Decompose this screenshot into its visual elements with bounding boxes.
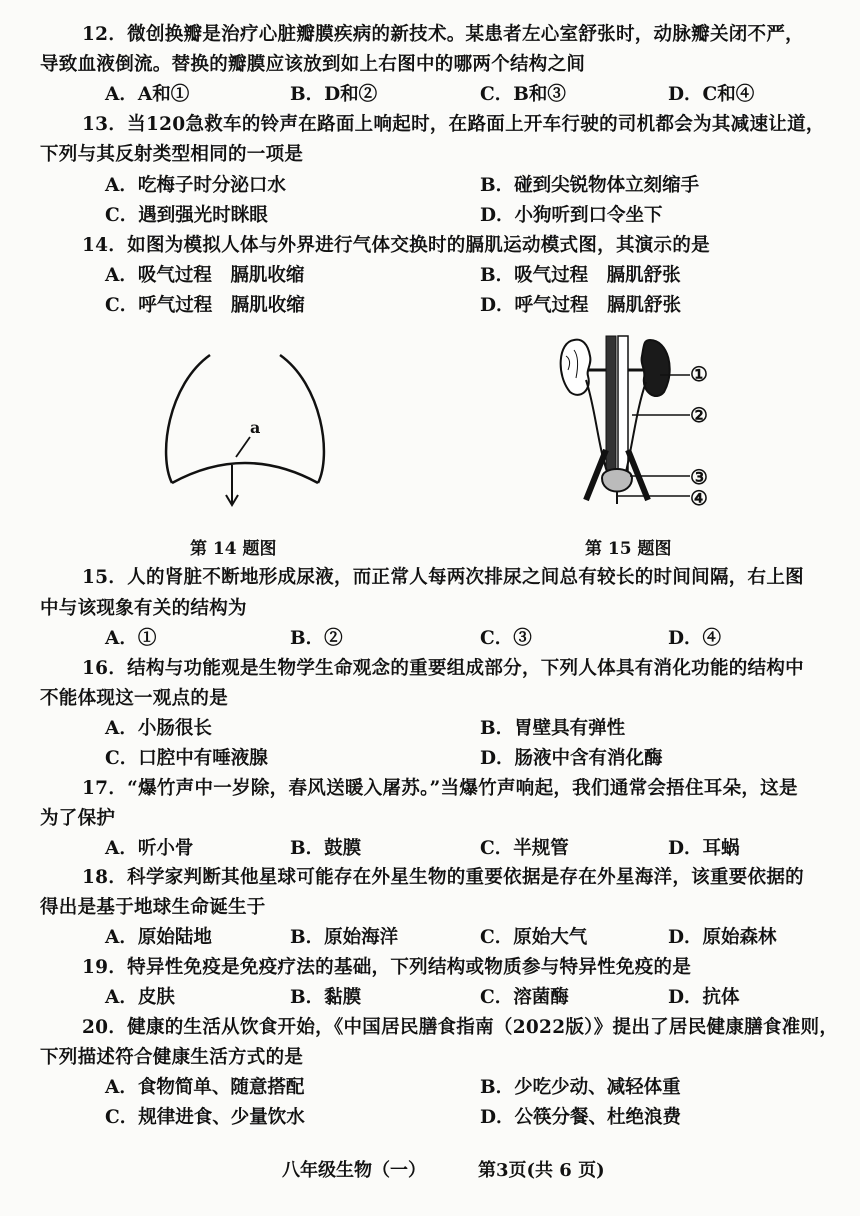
q15-stem-line2: 中与该现象有关的结构为	[40, 598, 247, 619]
q18-option-d: D．原始森林	[668, 927, 777, 948]
q16-option-c: C．口腔中有唾液腺	[105, 748, 268, 769]
q17-option-d: D．耳蜗	[668, 838, 740, 859]
q20-option-b: B．少吃少动、减轻体重	[480, 1077, 681, 1098]
q18-option-a: A．原始陆地	[105, 927, 212, 948]
q20-option-a: A．食物简单、随意搭配	[105, 1077, 305, 1098]
figure15-caption: 第 15 题图	[585, 539, 672, 559]
q13-option-c: C．遇到强光时眯眼	[105, 205, 268, 226]
q13-option-b: B．碰到尖锐物体立刻缩手	[480, 175, 700, 196]
q17-stem-line1: 17．“爆竹声中一岁除，春风送暖入屠苏。”当爆竹声响起，我们通常会捂住耳朵，这是	[82, 778, 798, 799]
q17-option-b: B．鼓膜	[290, 838, 362, 859]
q12-stem-line2: 导致血液倒流。替换的瓣膜应该放到如上右图中的哪两个结构之间	[40, 54, 586, 75]
figure15-label-4: ④	[690, 486, 708, 510]
q18-stem-line1: 18．科学家判断其他星球可能存在外星生物的重要依据是存在外星海洋，该重要依据的	[82, 867, 804, 888]
q12-stem-line1: 12．微创换瓣是治疗心脏瓣膜疾病的新技术。某患者左心室舒张时，动脉瓣关闭不严，	[82, 24, 804, 45]
q14-option-d: D．呼气过程 膈肌舒张	[480, 295, 682, 316]
q13-stem-line2: 下列与其反射类型相同的一项是	[40, 144, 304, 165]
q13-option-a: A．吃梅子时分泌口水	[105, 175, 286, 196]
q16-option-a: A．小肠很长	[105, 718, 212, 739]
q14-stem-line1: 14．如图为模拟人体与外界进行气体交换时的膈肌运动模式图，其演示的是	[82, 235, 710, 256]
q17-option-c: C．半规管	[480, 838, 569, 859]
q20-option-d: D．公筷分餐、杜绝浪费	[480, 1107, 682, 1128]
figure15-label-3: ③	[690, 465, 708, 489]
figure14-label-a: a	[250, 418, 261, 437]
q20-stem-line2: 下列描述符合健康生活方式的是	[40, 1047, 304, 1068]
q12-option-a: A．A和①	[105, 84, 190, 105]
q18-option-b: B．原始海洋	[290, 927, 399, 948]
q15-option-d: D．④	[668, 628, 722, 649]
q17-option-a: A．听小骨	[105, 838, 194, 859]
q15-stem-line1: 15．人的肾脏不断地形成尿液，而正常人每两次排尿之间总有较长的时间间隔，右上图	[82, 567, 804, 588]
q18-stem-line2: 得出是基于地球生命诞生于	[40, 897, 266, 918]
q12-option-c: C．B和③	[480, 84, 566, 105]
q16-stem-line1: 16．结构与功能观是生物学生命观念的重要组成部分，下列人体具有消化功能的结构中	[82, 658, 804, 679]
q14-option-a: A．吸气过程 膈肌收缩	[105, 265, 305, 286]
q20-option-c: C．规律进食、少量饮水	[105, 1107, 305, 1128]
q15-option-a: A．①	[105, 628, 157, 649]
figure15-diagram	[552, 330, 692, 510]
q12-option-b: B．D和②	[290, 84, 378, 105]
q19-option-c: C．溶菌酶	[480, 987, 569, 1008]
q16-option-b: B．胃壁具有弹性	[480, 718, 626, 739]
q15-option-b: B．②	[290, 628, 343, 649]
q20-stem-line1: 20．健康的生活从饮食开始，《中国居民膳食指南（2022版）》提出了居民健康膳食准则，	[82, 1017, 839, 1038]
q14-option-b: B．吸气过程 膈肌舒张	[480, 265, 681, 286]
figure15-label-2: ②	[690, 403, 708, 427]
q17-stem-line2: 为了保护	[40, 808, 116, 829]
q19-option-d: D．抗体	[668, 987, 740, 1008]
q19-stem-line1: 19．特异性免疫是免疫疗法的基础，下列结构或物质参与特异性免疫的是	[82, 957, 692, 978]
q13-stem-line1: 13．当120急救车的铃声在路面上响起时，在路面上开车行驶的司机都会为其减速让道，	[82, 114, 825, 135]
q12-option-d: D．C和④	[668, 84, 755, 105]
q16-option-d: D．肠液中含有消化酶	[480, 748, 663, 769]
footer-subject: 八年级生物（一）	[282, 1160, 426, 1181]
figure14-caption: 第 14 题图	[190, 539, 277, 559]
q16-stem-line2: 不能体现这一观点的是	[40, 688, 229, 709]
footer-page: 第3页(共 6 页)	[478, 1160, 605, 1181]
q19-option-b: B．黏膜	[290, 987, 362, 1008]
q15-option-c: C．③	[480, 628, 532, 649]
figure15-label-1: ①	[690, 362, 708, 386]
q19-option-a: A．皮肤	[105, 987, 175, 1008]
q14-option-c: C．呼气过程 膈肌收缩	[105, 295, 305, 316]
q18-option-c: C．原始大气	[480, 927, 588, 948]
q13-option-d: D．小狗听到口令坐下	[480, 205, 663, 226]
